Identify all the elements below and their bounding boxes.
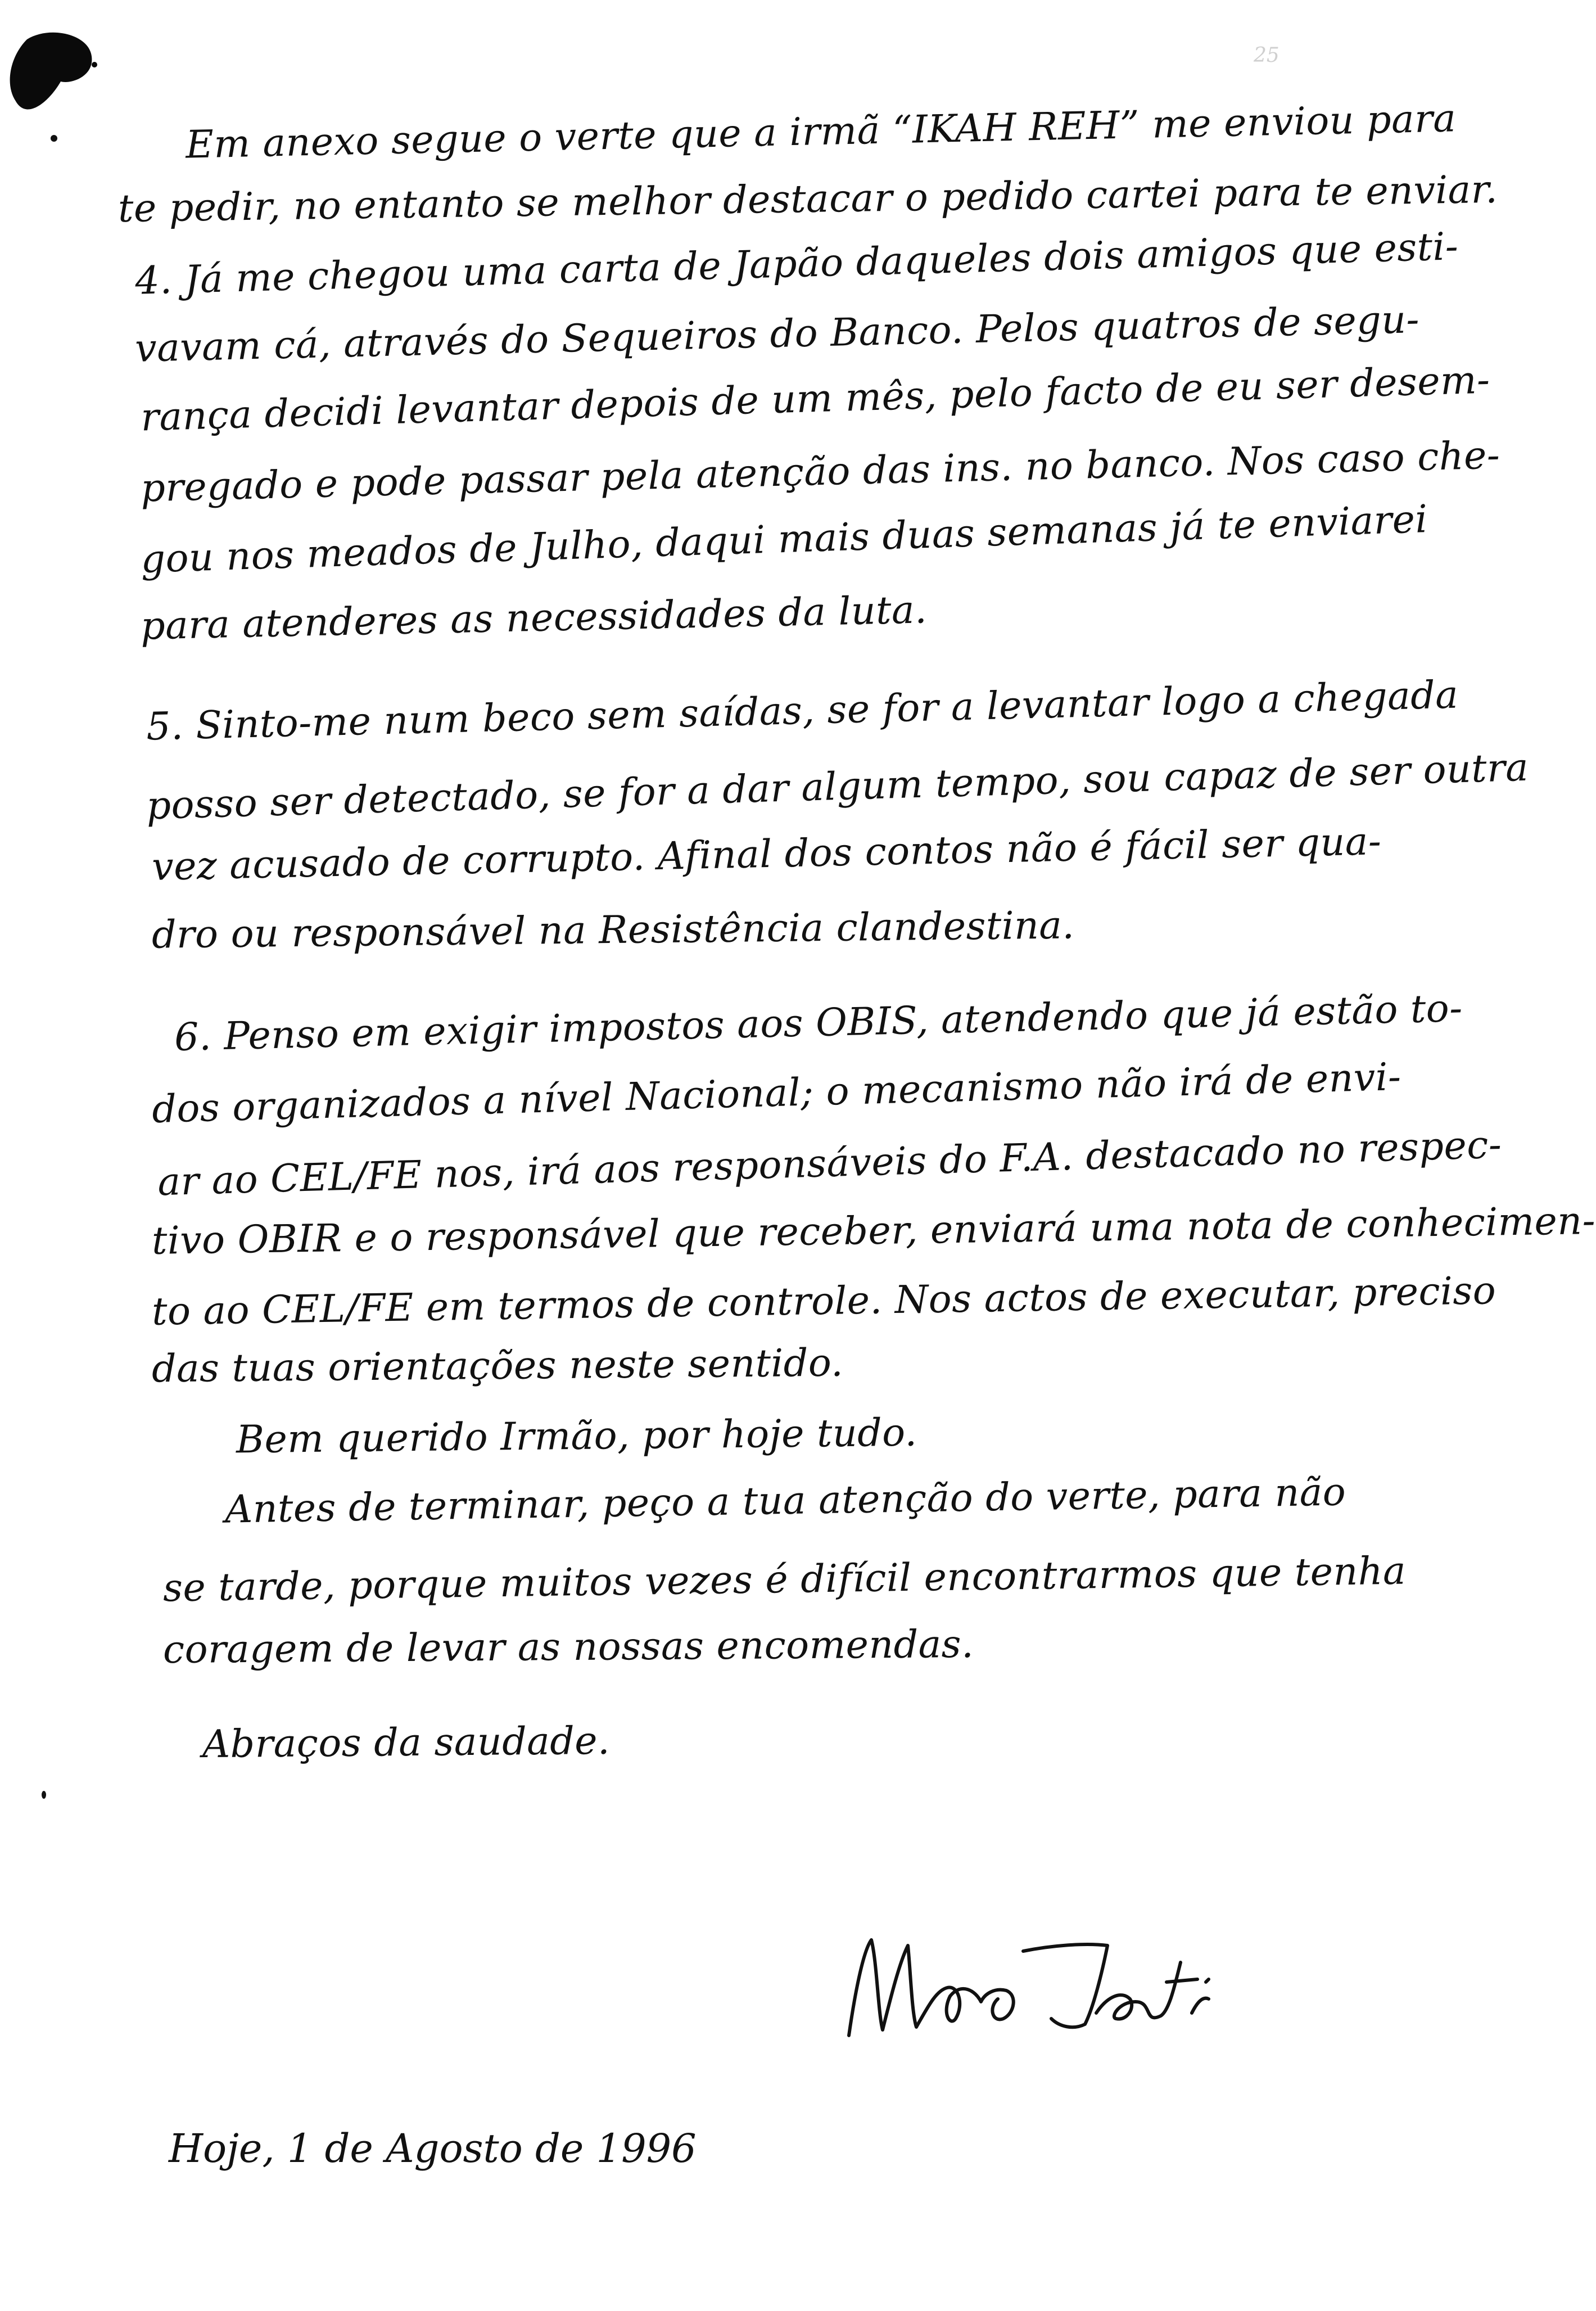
letter-line: gou nos meados de Julho, daqui mais duas semanas já te enviarei [140,497,1428,582]
letter-line: tivo OBIR e o responsável que receber, enviará uma nota de conhecimen- [151,1199,1596,1263]
letter-line: dro ou responsável na Resistência clandestina. [151,903,1075,958]
letter-line: pregado e pode passar pela atenção das ins. no banco. Nos caso che- [140,433,1501,511]
letter-line: 4. Já me chegou uma carta de Japão daqueles dois amigos que esti- [134,224,1459,304]
letter-line: coragem de levar as nossas encomendas. [162,1622,974,1673]
letter-line: rança decidi levantar depois de um mês, pelo facto de eu ser desem- [140,358,1491,440]
letter-line: das tuas orientações neste sentido. [151,1340,844,1392]
place-date: Hoje, 1 de Agosto de 1996 [169,2125,697,2172]
letter-line: Em anexo segue o verte que a irmã “IKAH REH” me enviou para [185,96,1457,168]
letter-line: to ao CEL/FE em termos de controle. Nos actos de executar, preciso [151,1269,1496,1334]
letter-line: Abraços da saudade. [202,1718,611,1767]
letter-line: Antes de terminar, peço a tua atenção do verte, para não [224,1470,1346,1532]
letter-line: vez acusado de corrupto. Afinal dos contos não é fácil ser qua- [151,819,1382,890]
letter-line: 6. Penso em exigir impostos aos OBIS, atendendo que já estão to- [174,986,1463,1060]
page-number: 25 [1254,44,1279,67]
signature [838,1929,1231,2047]
letter-line: 5. Sinto-me num beco sem saídas, se for a levantar logo a chegada [146,672,1459,750]
letter-line: vavam cá, através do Sequeiros do Banco. Pelos quatros de segu- [134,297,1420,371]
letter-line: te pedir, no entanto se melhor destacar o pedido cartei para te enviar. [117,167,1498,232]
letter-line: se tarde, porque muitos vezes é difícil encontrarmos que tenha [162,1549,1407,1611]
letter-line: Bem querido Irmão, por hoje tudo. [236,1410,917,1463]
letter-line: dos organizados a nível Nacional; o mecanismo não irá de envi- [151,1054,1402,1132]
letter-line: ar ao CEL/FE nos, irá aos responsáveis do F.A. destacado no respec- [157,1122,1503,1205]
letter-line: para atenderes as necessidades da luta. [140,588,928,649]
letter-line: posso ser detectado, se for a dar algum tempo, sou capaz de ser outra [146,745,1530,829]
